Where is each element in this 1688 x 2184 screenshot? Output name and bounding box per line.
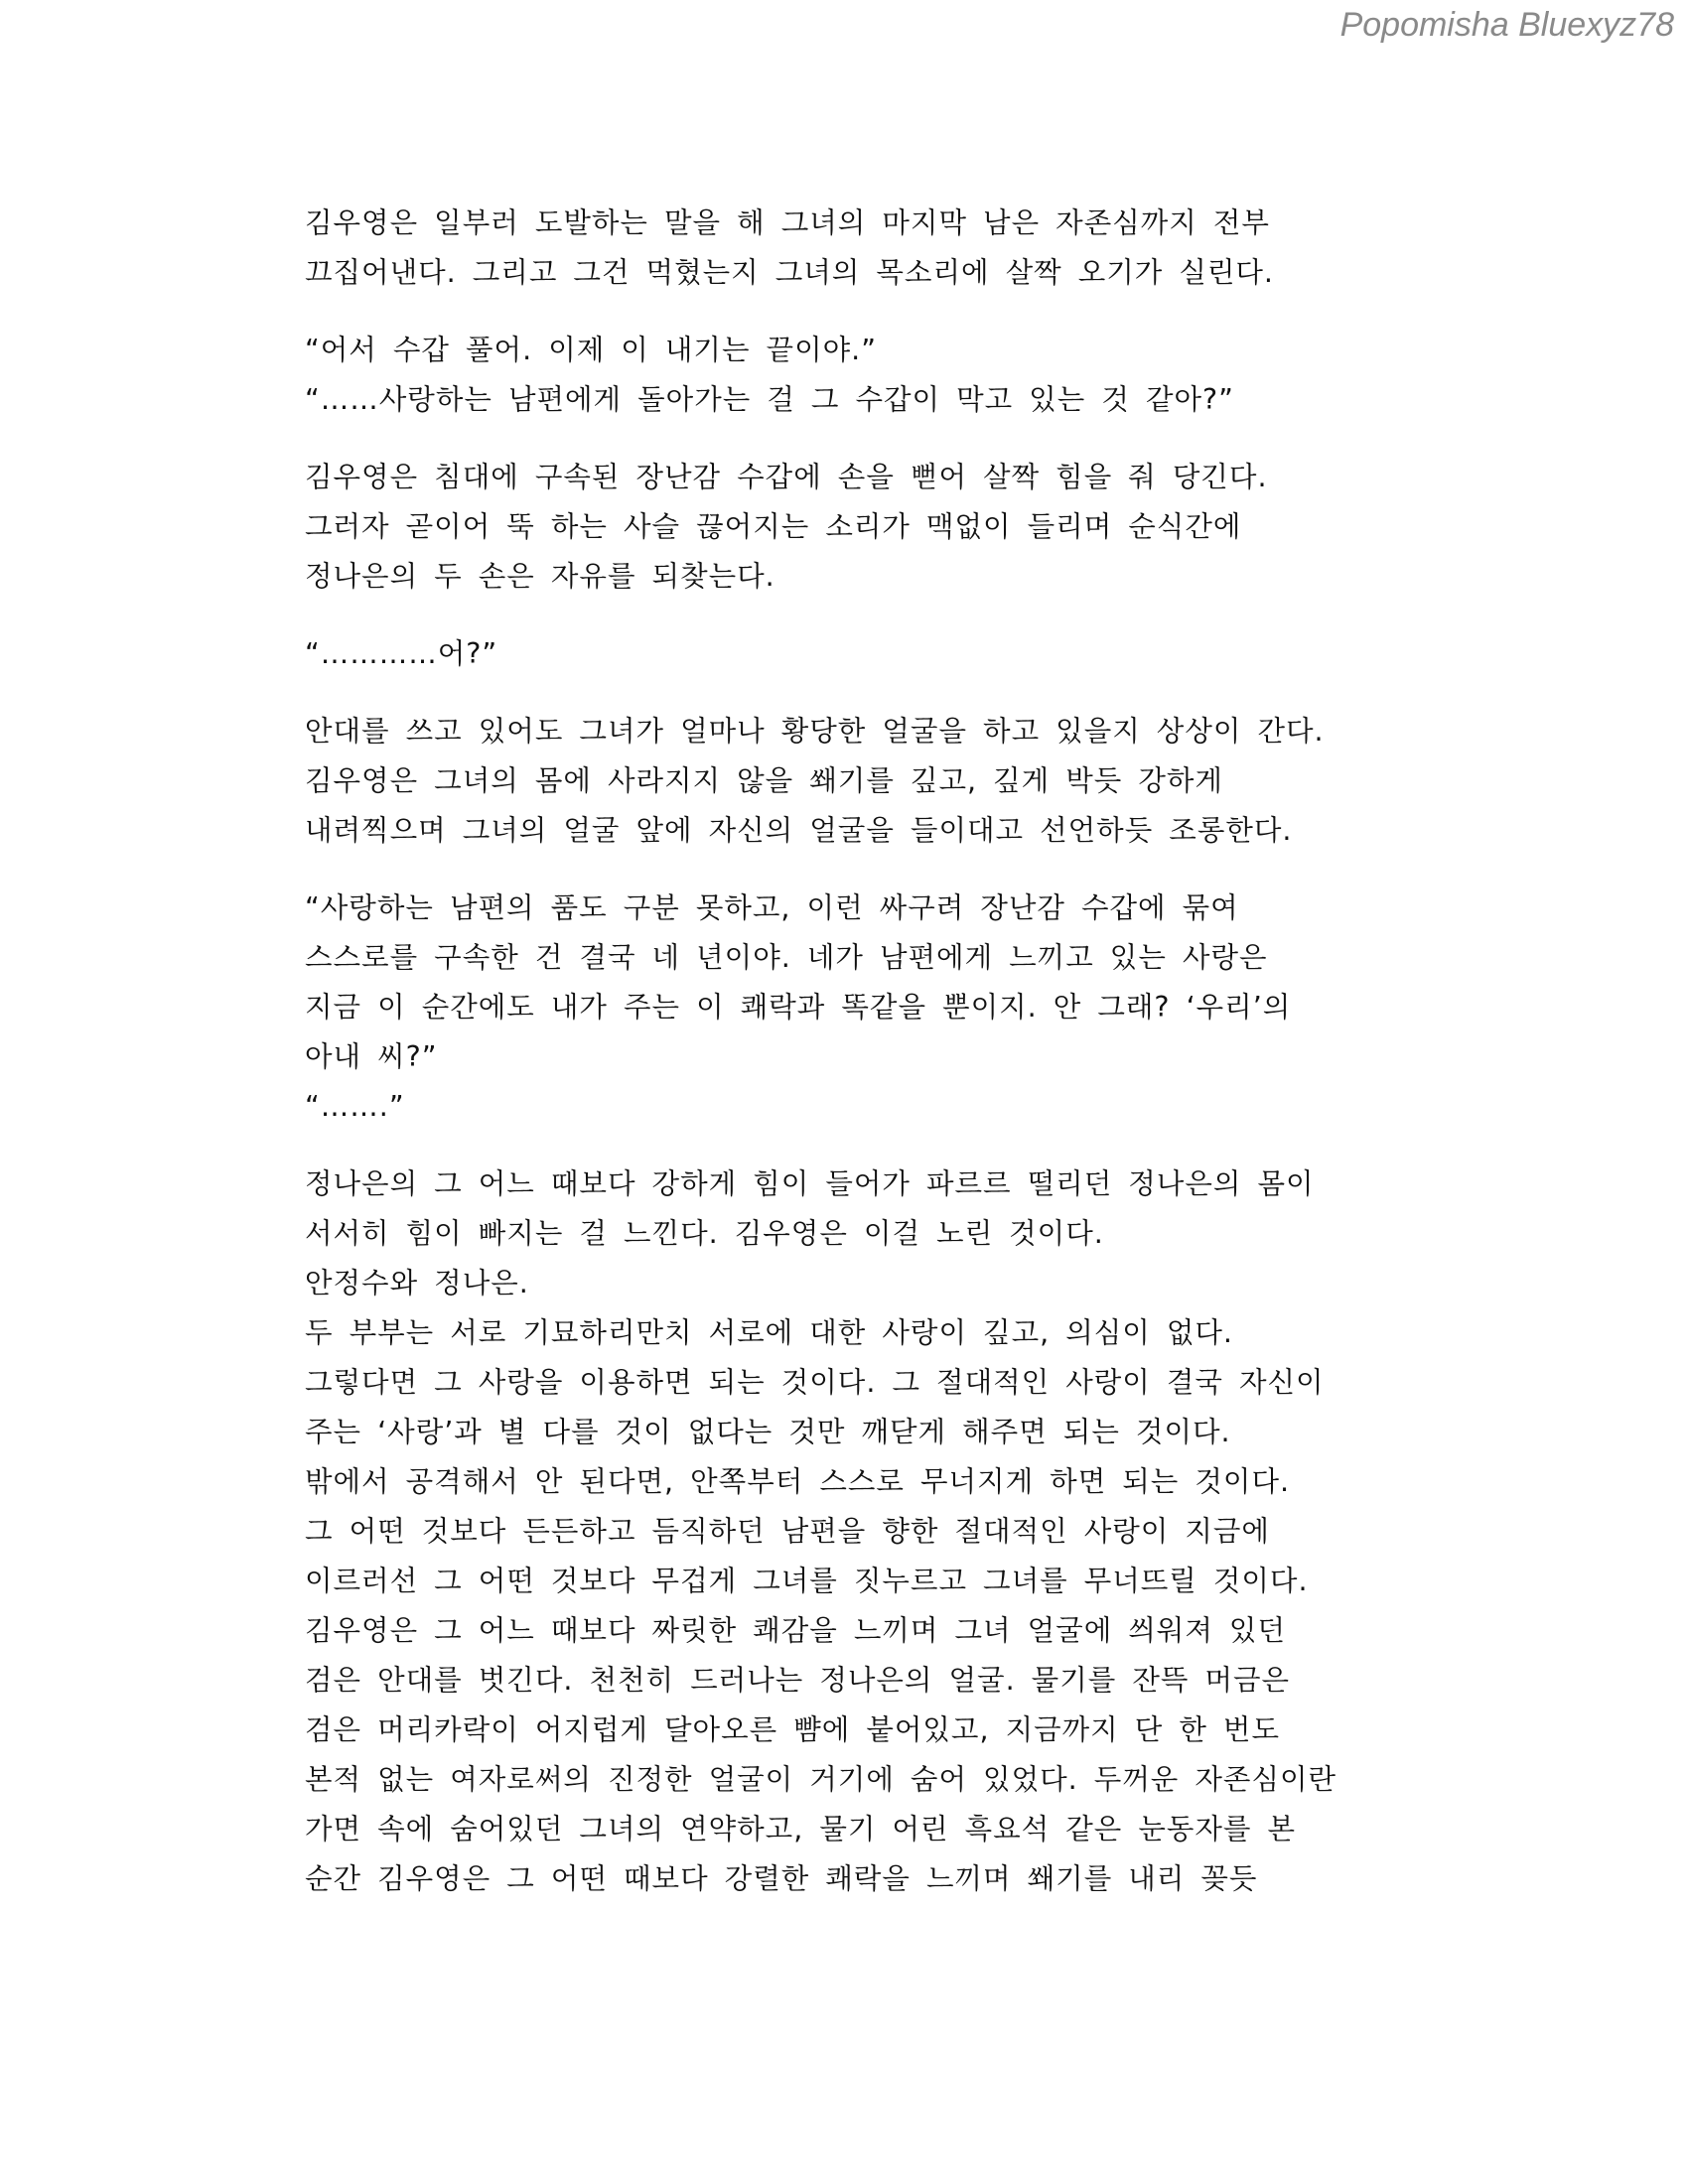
text-line: 그러자 곧이어 뚝 하는 사슬 끊어지는 소리가 맥없이 들리며 순식간에 — [305, 510, 1242, 543]
text-line: 주는 ‘사랑’과 별 다를 것이 없다는 것만 깨닫게 해주면 되는 것이다. — [305, 1416, 1231, 1448]
text-line: 끄집어낸다. 그리고 그건 먹혔는지 그녀의 목소리에 살짝 오기가 실린다. — [305, 256, 1274, 289]
paragraph — [305, 884, 1397, 1132]
text-line: “…………어?” — [305, 637, 498, 670]
paragraph — [305, 326, 1397, 425]
text-line: 가면 속에 숨어있던 그녀의 연약하고, 물기 어린 흑요석 같은 눈동자를 본 — [305, 1813, 1297, 1845]
text-line: 김우영은 침대에 구속된 장난감 수갑에 손을 뻗어 살짝 힘을 줘 당긴다. — [305, 461, 1268, 493]
paragraph — [305, 629, 1397, 679]
text-line: 지금 이 순간에도 내가 주는 이 쾌락과 똑같을 뿐이지. 안 그래? ‘우리’의 — [305, 991, 1292, 1024]
text-line: 김우영은 그녀의 몸에 사라지지 않을 쐐기를 깊고, 깊게 박듯 강하게 — [305, 764, 1223, 797]
paragraph — [305, 453, 1397, 602]
text-line: 김우영은 일부러 도발하는 말을 해 그녀의 마지막 남은 자존심까지 전부 — [305, 206, 1270, 239]
text-line: 스스로를 구속한 건 결국 네 년이야. 네가 남편에게 느끼고 있는 사랑은 — [305, 941, 1268, 974]
text-line: 본적 없는 여자로써의 진정한 얼굴이 거기에 숨어 있었다. 두꺼운 자존심이란 — [305, 1763, 1337, 1796]
text-line: 밖에서 공격해서 안 된다면, 안쪽부터 스스로 무너지게 하면 되는 것이다. — [305, 1465, 1291, 1498]
text-line: “……사랑하는 남편에게 돌아가는 걸 그 수갑이 막고 있는 것 같아?” — [305, 383, 1234, 416]
text-line: 순간 김우영은 그 어떤 때보다 강렬한 쾌락을 느끼며 쐐기를 내리 꽂듯 — [305, 1862, 1258, 1895]
text-line: 김우영은 그 어느 때보다 짜릿한 쾌감을 느끼며 그녀 얼굴에 씌워져 있던 — [305, 1614, 1286, 1647]
text-line: 정나은의 두 손은 자유를 되찾는다. — [305, 560, 775, 593]
paragraph — [305, 199, 1397, 298]
text-line: 안정수와 정나은. — [305, 1267, 529, 1299]
text-line: 그렇다면 그 사랑을 이용하면 되는 것이다. 그 절대적인 사랑이 결국 자신이 — [305, 1366, 1325, 1399]
paragraph — [305, 1160, 1397, 1904]
text-line: 서서히 힘이 빠지는 걸 느낀다. 김우영은 이걸 노린 것이다. — [305, 1217, 1104, 1250]
text-line: 그 어떤 것보다 든든하고 듬직하던 남편을 향한 절대적인 사랑이 지금에 — [305, 1515, 1270, 1548]
text-line: 검은 안대를 벗긴다. 천천히 드러나는 정나은의 얼굴. 물기를 잔뜩 머금은 — [305, 1664, 1291, 1697]
watermark: Popomisha Bluexyz78 — [1339, 6, 1674, 44]
text-line: 내려찍으며 그녀의 얼굴 앞에 자신의 얼굴을 들이대고 선언하듯 조롱한다. — [305, 814, 1293, 847]
text-line: 두 부부는 서로 기묘하리만치 서로에 대한 사랑이 깊고, 의심이 없다. — [305, 1316, 1233, 1349]
text-line: 정나은의 그 어느 때보다 강하게 힘이 들어가 파르르 떨리던 정나은의 몸이 — [305, 1167, 1315, 1200]
text-line: “…….” — [305, 1090, 405, 1123]
text-line: 아내 씨?” — [305, 1040, 438, 1073]
text-line: “어서 수갑 풀어. 이제 이 내기는 끝이야.” — [305, 334, 877, 366]
document-body — [305, 199, 1397, 1904]
text-line: 이르러선 그 어떤 것보다 무겁게 그녀를 짓누르고 그녀를 무너뜨릴 것이다. — [305, 1565, 1309, 1597]
text-line: 안대를 쓰고 있어도 그녀가 얼마나 황당한 얼굴을 하고 있을지 상상이 간다. — [305, 715, 1325, 748]
paragraph — [305, 707, 1397, 856]
text-line: 검은 머리카락이 어지럽게 달아오른 뺨에 붙어있고, 지금까지 단 한 번도 — [305, 1713, 1280, 1746]
text-line: “사랑하는 남편의 품도 구분 못하고, 이런 싸구려 장난감 수갑에 묶여 — [305, 891, 1239, 924]
